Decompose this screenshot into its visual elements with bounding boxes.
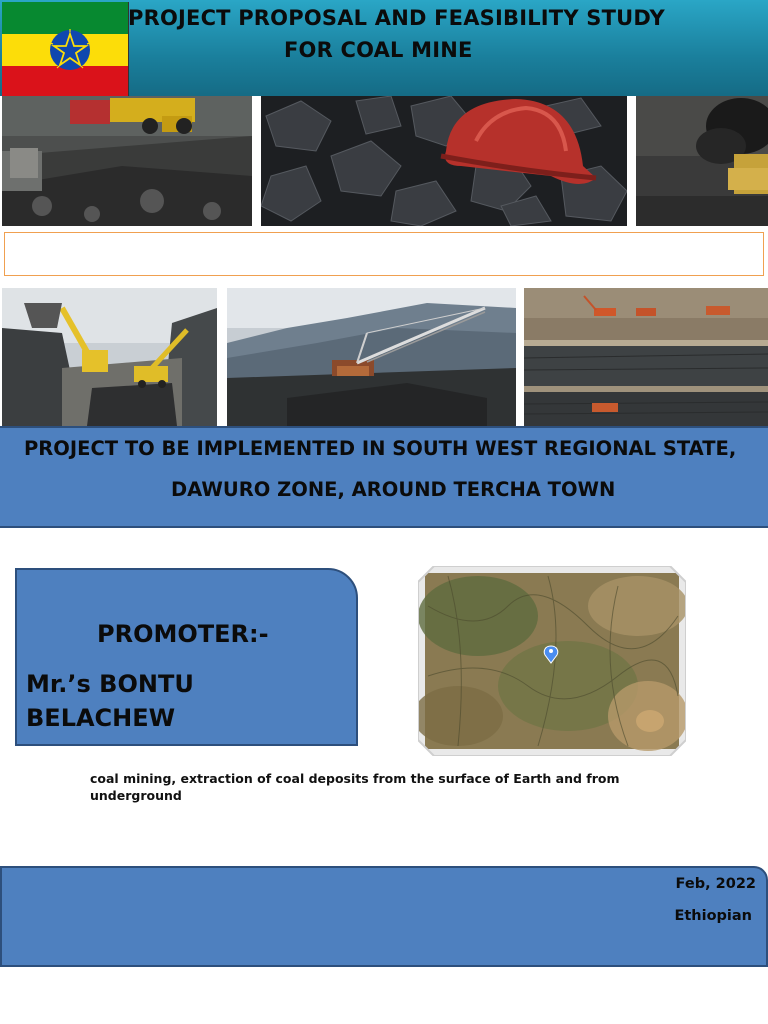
title-line-2: FOR COAL MINE (284, 38, 473, 62)
coal-helmet-photo (261, 96, 627, 226)
excavator-photo (2, 288, 217, 426)
promoter-heading: PROMOTER:- (97, 620, 269, 648)
dragline-photo (227, 288, 516, 426)
open-pit-photo (524, 288, 768, 426)
footer-banner (0, 866, 768, 967)
ethiopia-flag-icon (2, 2, 129, 96)
footer-country: Ethiopian (674, 908, 752, 924)
empty-text-box (4, 232, 764, 276)
smoke-truck-photo (636, 96, 768, 226)
footer-date: Feb, 2022 (675, 876, 756, 892)
location-line-2: DAWURO ZONE, AROUND TERCHA TOWN (171, 478, 616, 501)
promoter-name-line-1: Mr.’s BONTU (26, 670, 194, 698)
promoter-box (15, 568, 358, 746)
satellite-map-icon (418, 566, 686, 756)
coal-truck-photo (2, 96, 252, 226)
location-line-1: PROJECT TO BE IMPLEMENTED IN SOUTH WEST REGIONAL STATE, (24, 437, 737, 460)
location-banner (0, 426, 768, 528)
promoter-name-line-2: BELACHEW (26, 704, 176, 732)
title-line-1: PROJECT PROPOSAL AND FEASIBILITY STUDY (128, 6, 665, 30)
caption-text: coal mining, extraction of coal deposits from the surface of Earth and from underground (90, 771, 620, 803)
